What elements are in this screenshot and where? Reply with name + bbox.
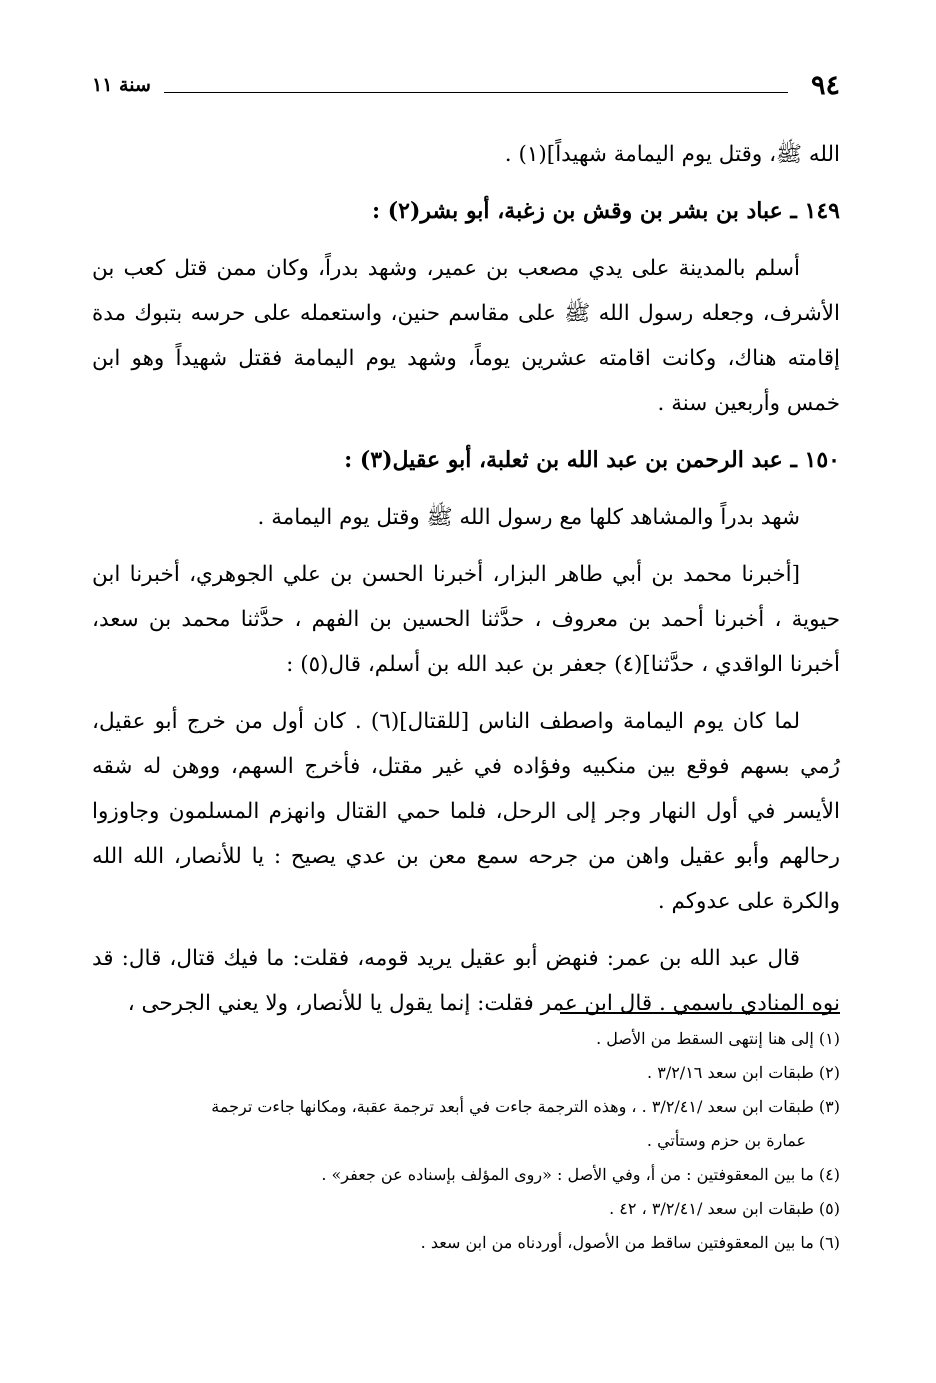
footnotes [92, 1022, 840, 1260]
intro-line: الله ﷺ، وقتل يوم اليمامة شهيداً](١) . [504, 142, 840, 167]
footnote-2: (٢) طبقات ابن سعد ٣/٢/١٦ . [647, 1063, 840, 1082]
footnote-4: (٤) ما بين المعقوفتين : من أ، وفي الأصل : «روى المؤلف بإسناده عن جعفر» . [321, 1165, 840, 1184]
narrative-paragraph: لما كان يوم اليمامة واصطف الناس [للقتال](٦) . كان أول من خرج أبو عقيل، رُمي بسهم فوقع بين منكبيه وفؤاده في غير مقتل، فأخرج السهم، ووهن له شقه الأيسر في أول النهار وجر إلى الرحل، فلما حمي القتال وانهزم المسلمون وجاوزوا رحالهم وأبو عقيل واهن من جرحه سمع معن بن عدي يصيح : يا للأنصار، الله الله والكرة على عدوكم . [92, 709, 840, 914]
page-number: ٩٤ [810, 70, 840, 101]
footnote-5: (٥) طبقات ابن سعد /٣/٢/٤١ ، ٤٢ . [609, 1199, 840, 1218]
continuation-paragraph: قال عبد الله بن عمر: فنهض أبو عقيل يريد قومه، فقلت: ما فيك قتال، قال: قد نوه المنادي باسمي . قال ابن عمر فقلت: إنما يقول يا للأنصار، ولا يعني الجرحى ، [92, 946, 840, 1016]
footnote-6: (٦) ما بين المعقوفتين ساقط من الأصول، أوردناه من ابن سعد . [420, 1233, 840, 1252]
footnote-3: (٣) طبقات ابن سعد /٣/٢/٤١ . ، وهذه الترجمة جاءت في أبعد ترجمة عقبة، ومكانها جاءت ترجمة [211, 1097, 840, 1116]
entry-149-body: أسلم بالمدينة على يدي مصعب بن عمير، وشهد بدراً، وكان ممن قتل كعب بن الأشرف، وجعله رسول الله ﷺ على مقاسم حنين، واستعمله على حرسه بتبوك مدة إقامته هناك، وكانت اقامته عشرين يوماً، وشهد يوم اليمامة فقتل شهيداً وهو ابن خمس وأربعين سنة . [92, 256, 840, 416]
page-header [92, 70, 840, 106]
footnote-1: (١) إلى هنا إنتهى السقط من الأصل . [596, 1029, 840, 1048]
running-head-year: سنة ١١ [92, 74, 151, 96]
entry-150-title: ١٥٠ ـ عبد الرحمن بن عبد الله بن ثعلبة، أبو عقيل(٣) : [344, 447, 840, 473]
isnad-paragraph: [أخبرنا محمد بن أبي طاهر البزار، أخبرنا الحسن بن علي الجوهري، أخبرنا ابن حيوية ، أخبرنا أحمد بن معروف ، حدَّثنا الحسين بن الفهم ، حدَّثنا محمد بن سعد، أخبرنا الواقدي ، حدَّثنا](٤) جعفر بن عبد الله بن أسلم، قال(٥) : [92, 562, 840, 677]
header-rule [164, 92, 788, 93]
main-text [92, 132, 840, 1026]
footnote-3-continuation: عمارة بن حزم وستأتي . [646, 1131, 806, 1150]
footnote-rule [560, 1012, 840, 1014]
entry-150-body: شهد بدراً والمشاهد كلها مع رسول الله ﷺ وقتل يوم اليمامة . [257, 505, 800, 530]
entry-149-title: ١٤٩ ـ عباد بن بشر بن وقش بن زغبة، أبو بشر(٢) : [371, 198, 840, 224]
